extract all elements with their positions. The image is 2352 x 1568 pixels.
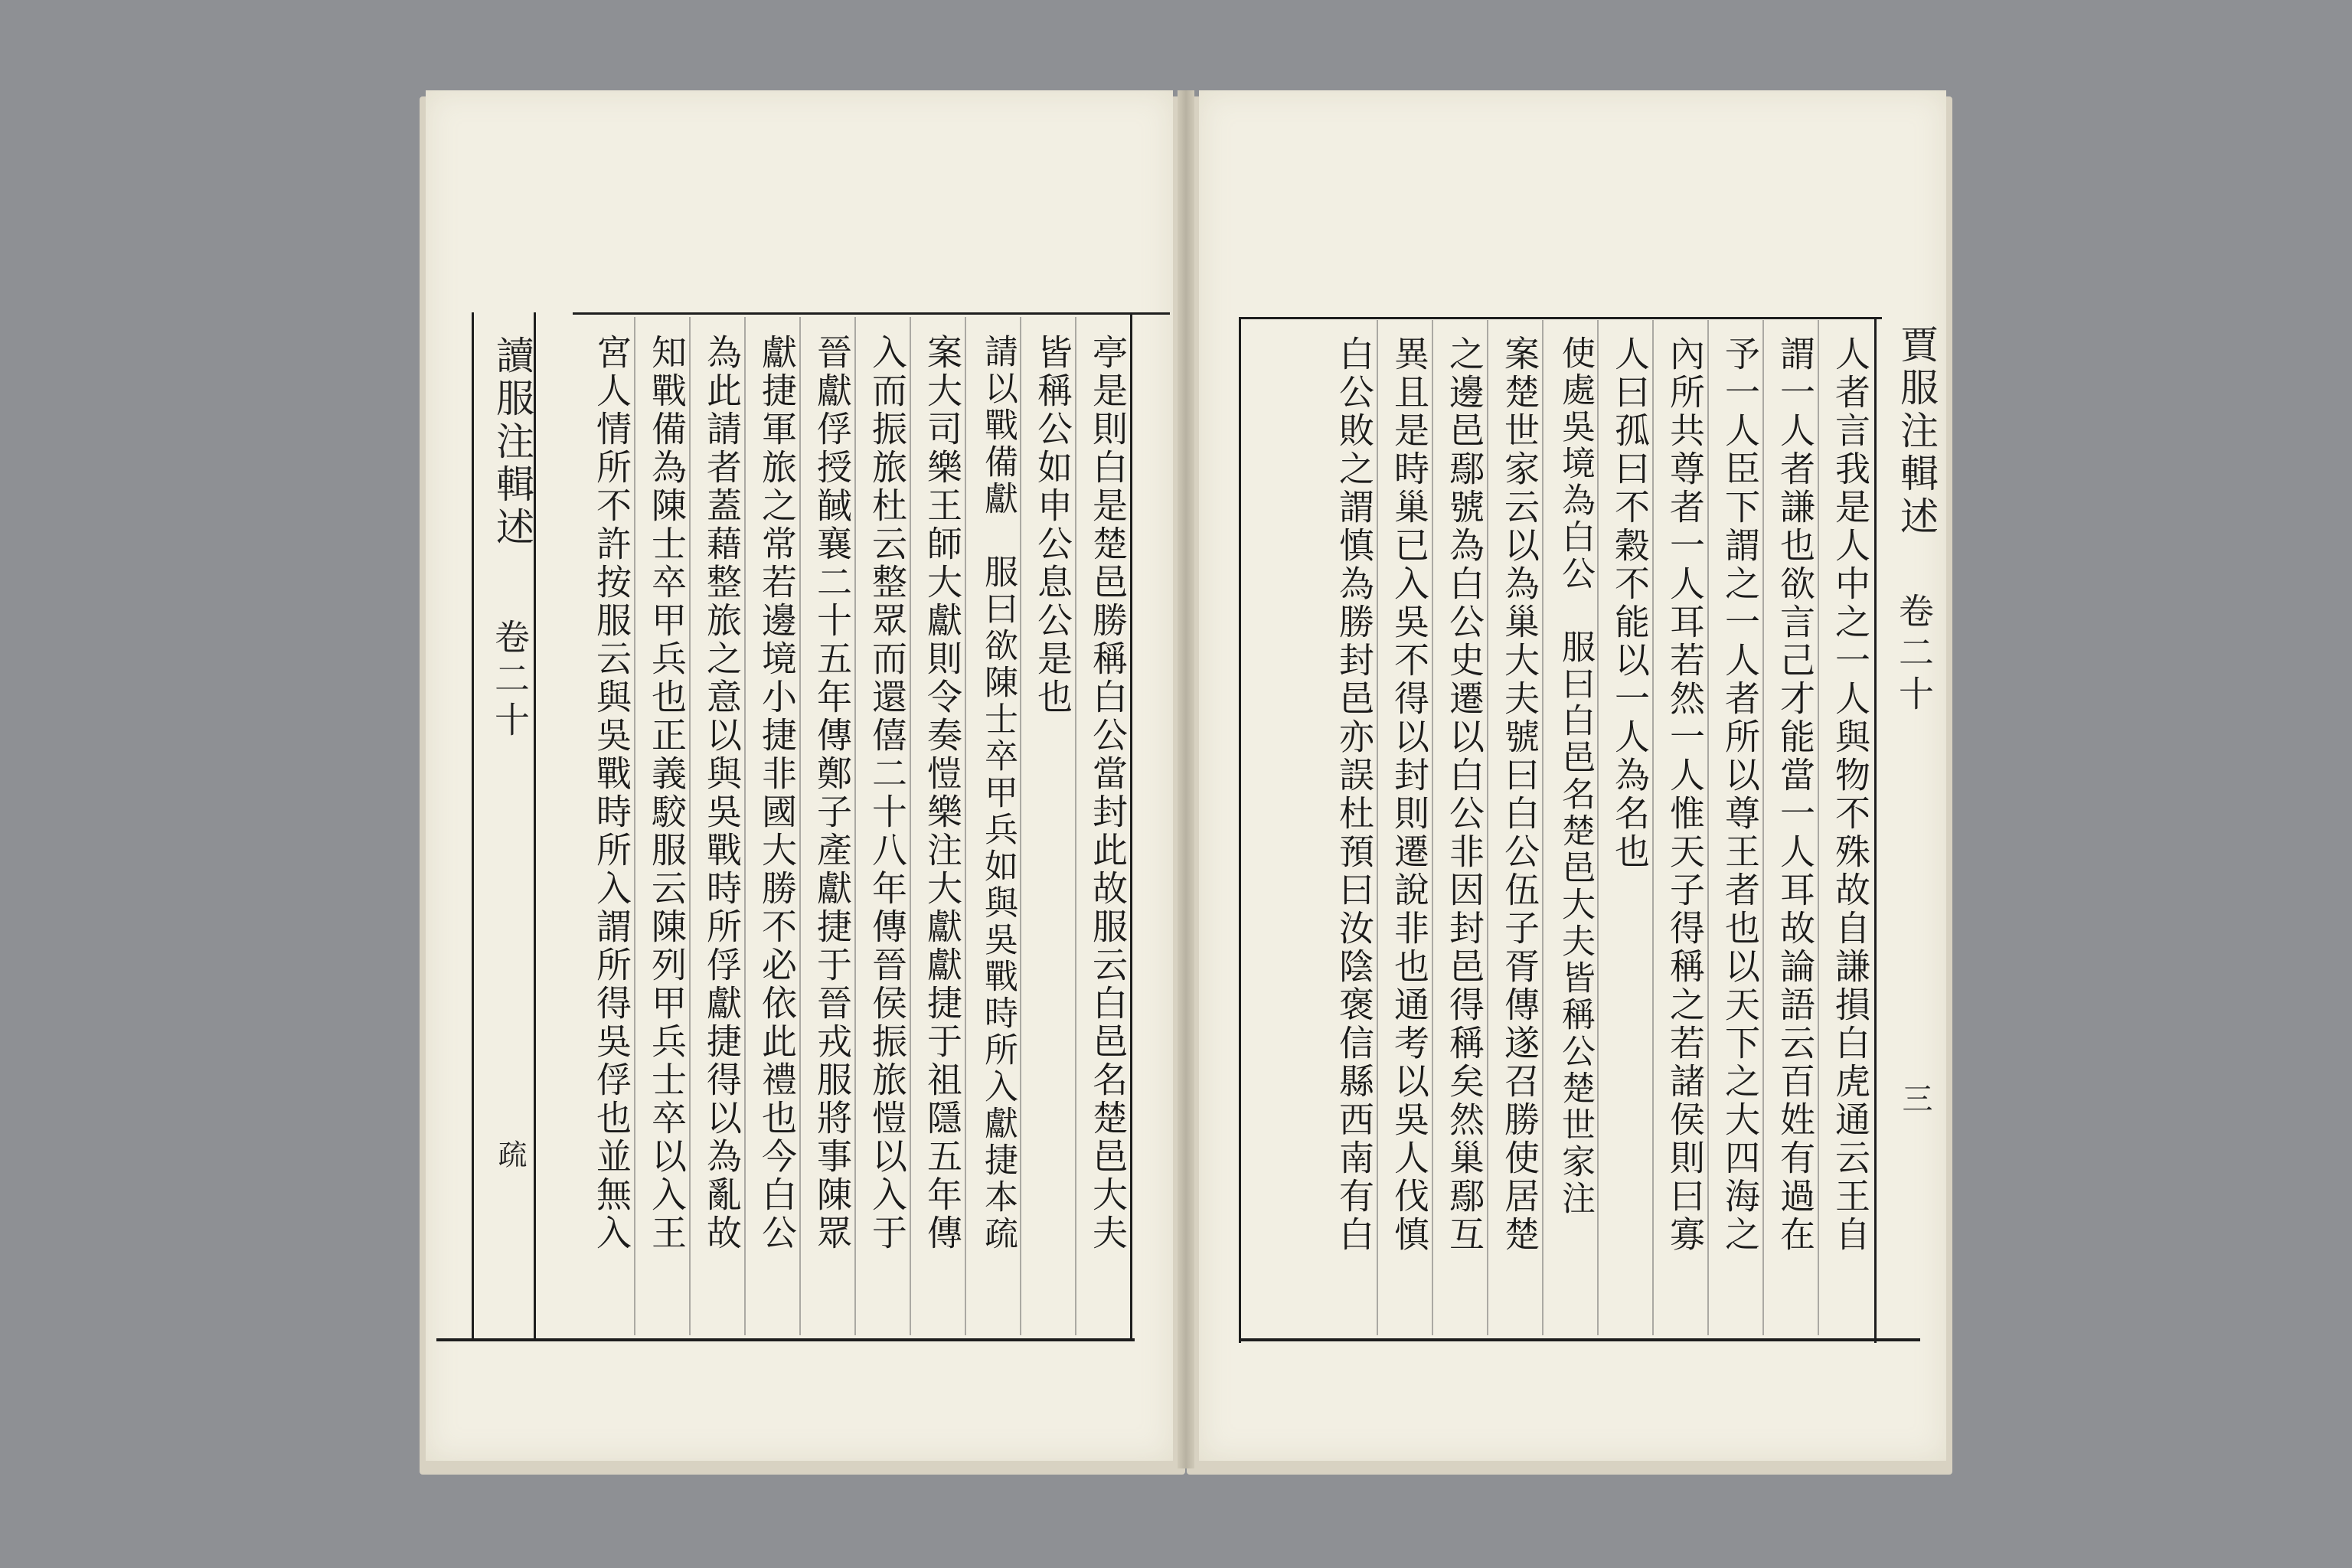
column-rule — [634, 317, 635, 1335]
text-column: 宮人情所不許按服云與吳戰時所入謂所得吳俘也並無入 — [591, 334, 632, 1253]
fold-margin — [1874, 317, 1939, 1343]
frame-bottom-rule — [436, 1338, 1135, 1341]
column-rule — [910, 317, 911, 1335]
text-column: 入而振旅杜云整眾而還僖二十八年傳晉侯振旅愷以入于 — [867, 334, 908, 1253]
text-column: 之邊邑鄢號為白公史遷以白公非因封邑得稱矣然巢鄢互 — [1444, 335, 1485, 1254]
column-rule — [1487, 320, 1488, 1335]
column-rule — [1542, 320, 1544, 1335]
text-column: 予一人臣下謂之一人者所以尊王者也以天下之大四海之 — [1720, 335, 1761, 1254]
text-column: 白公敗之謂慎為勝封邑亦誤杜預曰汝陰褒信縣西南有白 — [1334, 335, 1375, 1254]
column-rule — [1707, 320, 1709, 1335]
margin-page-number: 疏 — [493, 1139, 527, 1168]
margin-volume: 卷二十 — [1893, 593, 1935, 717]
margin-page-number: 三 — [1897, 1083, 1932, 1113]
frame-top-rule — [1239, 317, 1882, 319]
margin-title: 讀服注輯述 — [490, 335, 534, 550]
text-column: 案楚世家云以為巢大夫號曰白公伍子胥傳遂召勝使居楚 — [1499, 335, 1540, 1254]
frame-top-rule — [573, 312, 1170, 315]
column-rule — [1762, 320, 1764, 1335]
text-column: 內所共尊者一人耳若然一人惟天子得稱之若諸侯則曰寡 — [1664, 335, 1706, 1254]
column-rule — [1652, 320, 1654, 1335]
text-column: 異且是時巢已入吳不得以封則遷說非也通考以吳人伐慎 — [1389, 335, 1430, 1254]
frame-right-rule — [1130, 312, 1132, 1340]
margin-title: 賈服注輯述 — [1894, 325, 1939, 539]
column-rule — [1075, 317, 1076, 1335]
column-rule — [799, 317, 801, 1335]
fold-margin — [472, 312, 536, 1340]
column-rule — [744, 317, 746, 1335]
text-column: 晉獻俘授馘襄二十五年傳鄭子產獻捷于晉戎服將事陳眾 — [812, 334, 853, 1253]
book-gutter — [1178, 90, 1194, 1468]
column-rule — [689, 317, 691, 1335]
text-column: 為此請者蓋藉整旅之意以與吳戰時所俘獻捷得以為亂故 — [701, 334, 743, 1253]
frame-left-rule — [1239, 317, 1241, 1343]
text-column: 人者言我是人中之一人與物不殊故自謙損白虎通云王自 — [1830, 335, 1871, 1254]
column-rule — [1432, 320, 1433, 1335]
open-book — [420, 90, 1952, 1473]
margin-volume: 卷二十 — [489, 619, 531, 743]
right-page — [1199, 90, 1946, 1461]
left-page — [426, 90, 1173, 1461]
column-rule — [1377, 320, 1378, 1335]
frame-bottom-rule — [1239, 1338, 1920, 1341]
text-column: 人曰孤曰不穀不能以一人為名也 — [1609, 335, 1651, 871]
text-column: 皆稱公如申公息公是也 — [1032, 334, 1073, 717]
column-rule — [965, 317, 966, 1335]
text-column: 獻捷軍旅之常若邊境小捷非國大勝不必依此禮也今白公 — [756, 334, 798, 1253]
column-rule — [1818, 320, 1819, 1335]
text-column: 謂一人者謙也欲言己才能當一人耳故論語云百姓有過在 — [1775, 335, 1816, 1254]
text-column: 請以戰備獻 服曰欲陳士卒甲兵如與吳戰時所入獻捷本疏 — [978, 334, 1018, 1253]
text-column: 使處吳境為白公 服曰白邑名楚邑大夫皆稱公楚世家注 — [1556, 335, 1595, 1217]
text-column: 亭是則白是楚邑勝稱白公當封此故服云白邑名楚邑大夫 — [1087, 334, 1129, 1253]
column-rule — [1597, 320, 1599, 1335]
text-column: 案大司樂王師大獻則令奏愷樂注大獻獻捷于祖隱五年傳 — [922, 334, 963, 1253]
column-rule — [854, 317, 856, 1335]
column-rule — [1020, 317, 1021, 1335]
text-column: 知戰備為陳士卒甲兵也正義駮服云陳列甲兵士卒以入王 — [646, 334, 688, 1253]
